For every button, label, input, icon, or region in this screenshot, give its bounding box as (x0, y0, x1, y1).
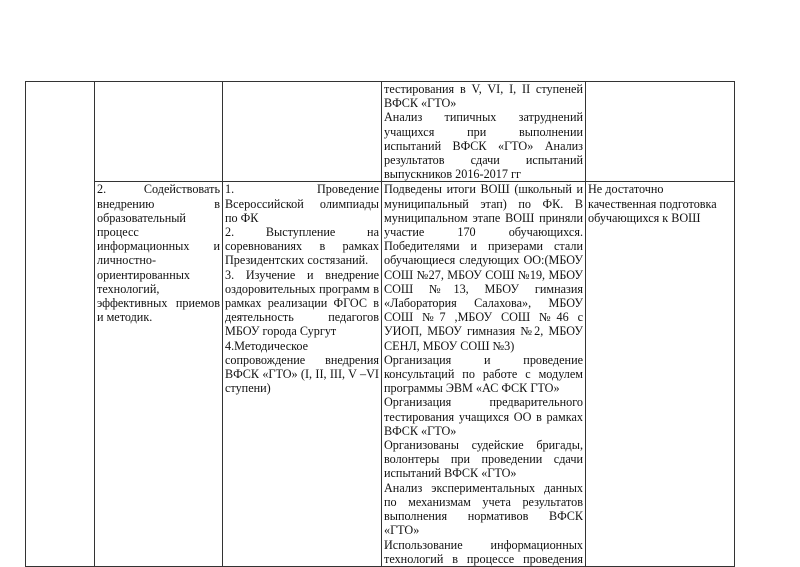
activity-item: 2. Выступление на соревнованиях в рамках Президентских состязаний. (225, 225, 379, 268)
results-paragraph: Анализ типичных затруднений учащихся при выполнении испытаний ВФСК «ГТО» Анализ результатов сдачи испытаний выпускников 2016-2017 гг (384, 110, 583, 182)
results-paragraph: Организация и проведение консультаций по работе с модулем программы ЭВМ «АС ФСК ГТО» (384, 352, 583, 396)
results-paragraph: Организованы судейские бригады, волонтеры при проведении сдачи испытаний ВФСК «ГТО» (384, 438, 583, 481)
number-cell (26, 82, 95, 567)
results-cell (382, 82, 586, 182)
results-paragraph: Анализ экспериментальных данных по механизмам учета результатов выполнения нормативов ВФСК «ГТО» (384, 480, 583, 538)
results-paragraph: Подведены итоги ВОШ (школьный и муниципальный этап) по ФК. В муниципальном этапе ВОШ приняли участие 170 обучающихся. Победителями и призерами стали обучающиеся следующих ОО:(МБОУ СОШ №27, МБОУ СОШ №19, МБОУ СОШ №13, МБОУ гимназия «Лаборатория Салахова», МБОУ СОШ №7 ,МБОУ СОШ №46 с УИОП, МБОУ гимназия №2, МБОУ СЕНЛ, МБОУ СОШ №3) (384, 182, 583, 353)
problems-cell (586, 82, 735, 182)
problems-cell (586, 182, 735, 566)
activity-item: 3. Изучение и внедрение оздоровительных программ в рамках реализации ФГОС в деятельность педагогов МБОУ города Сургут (225, 267, 379, 339)
task-cell (95, 82, 223, 182)
results-cell (382, 182, 586, 566)
results-paragraph: тестирования в V, VI, I, II ступеней ВФСК «ГТО» (384, 82, 583, 111)
activities-cell (223, 82, 382, 182)
activities-cell (223, 182, 382, 566)
activity-item: 1. Проведение Всероссийской олимпиады по ФК (225, 182, 379, 225)
plan-table (25, 81, 735, 567)
results-paragraph: Организация предварительного тестирования учащихся ОО в рамках ВФСК «ГТО» (384, 395, 583, 438)
table-row (26, 82, 735, 182)
results-paragraph: Использование информационных технологий в процессе проведения (384, 537, 583, 566)
task-cell (95, 182, 223, 566)
task-text: 2. Содействовать внедрению в образовательный процесс информационных и личностно-ориентированных технологий, эффективных приемов и методик. (97, 182, 220, 325)
table-row (26, 182, 735, 566)
activity-item: 4.Методическое сопровождение внедрения ВФСК «ГТО» (I, II, III, V –VI ступени) (225, 338, 379, 396)
problems-text: Не достаточно качественная подготовка обучающихся к ВОШ (588, 182, 717, 225)
